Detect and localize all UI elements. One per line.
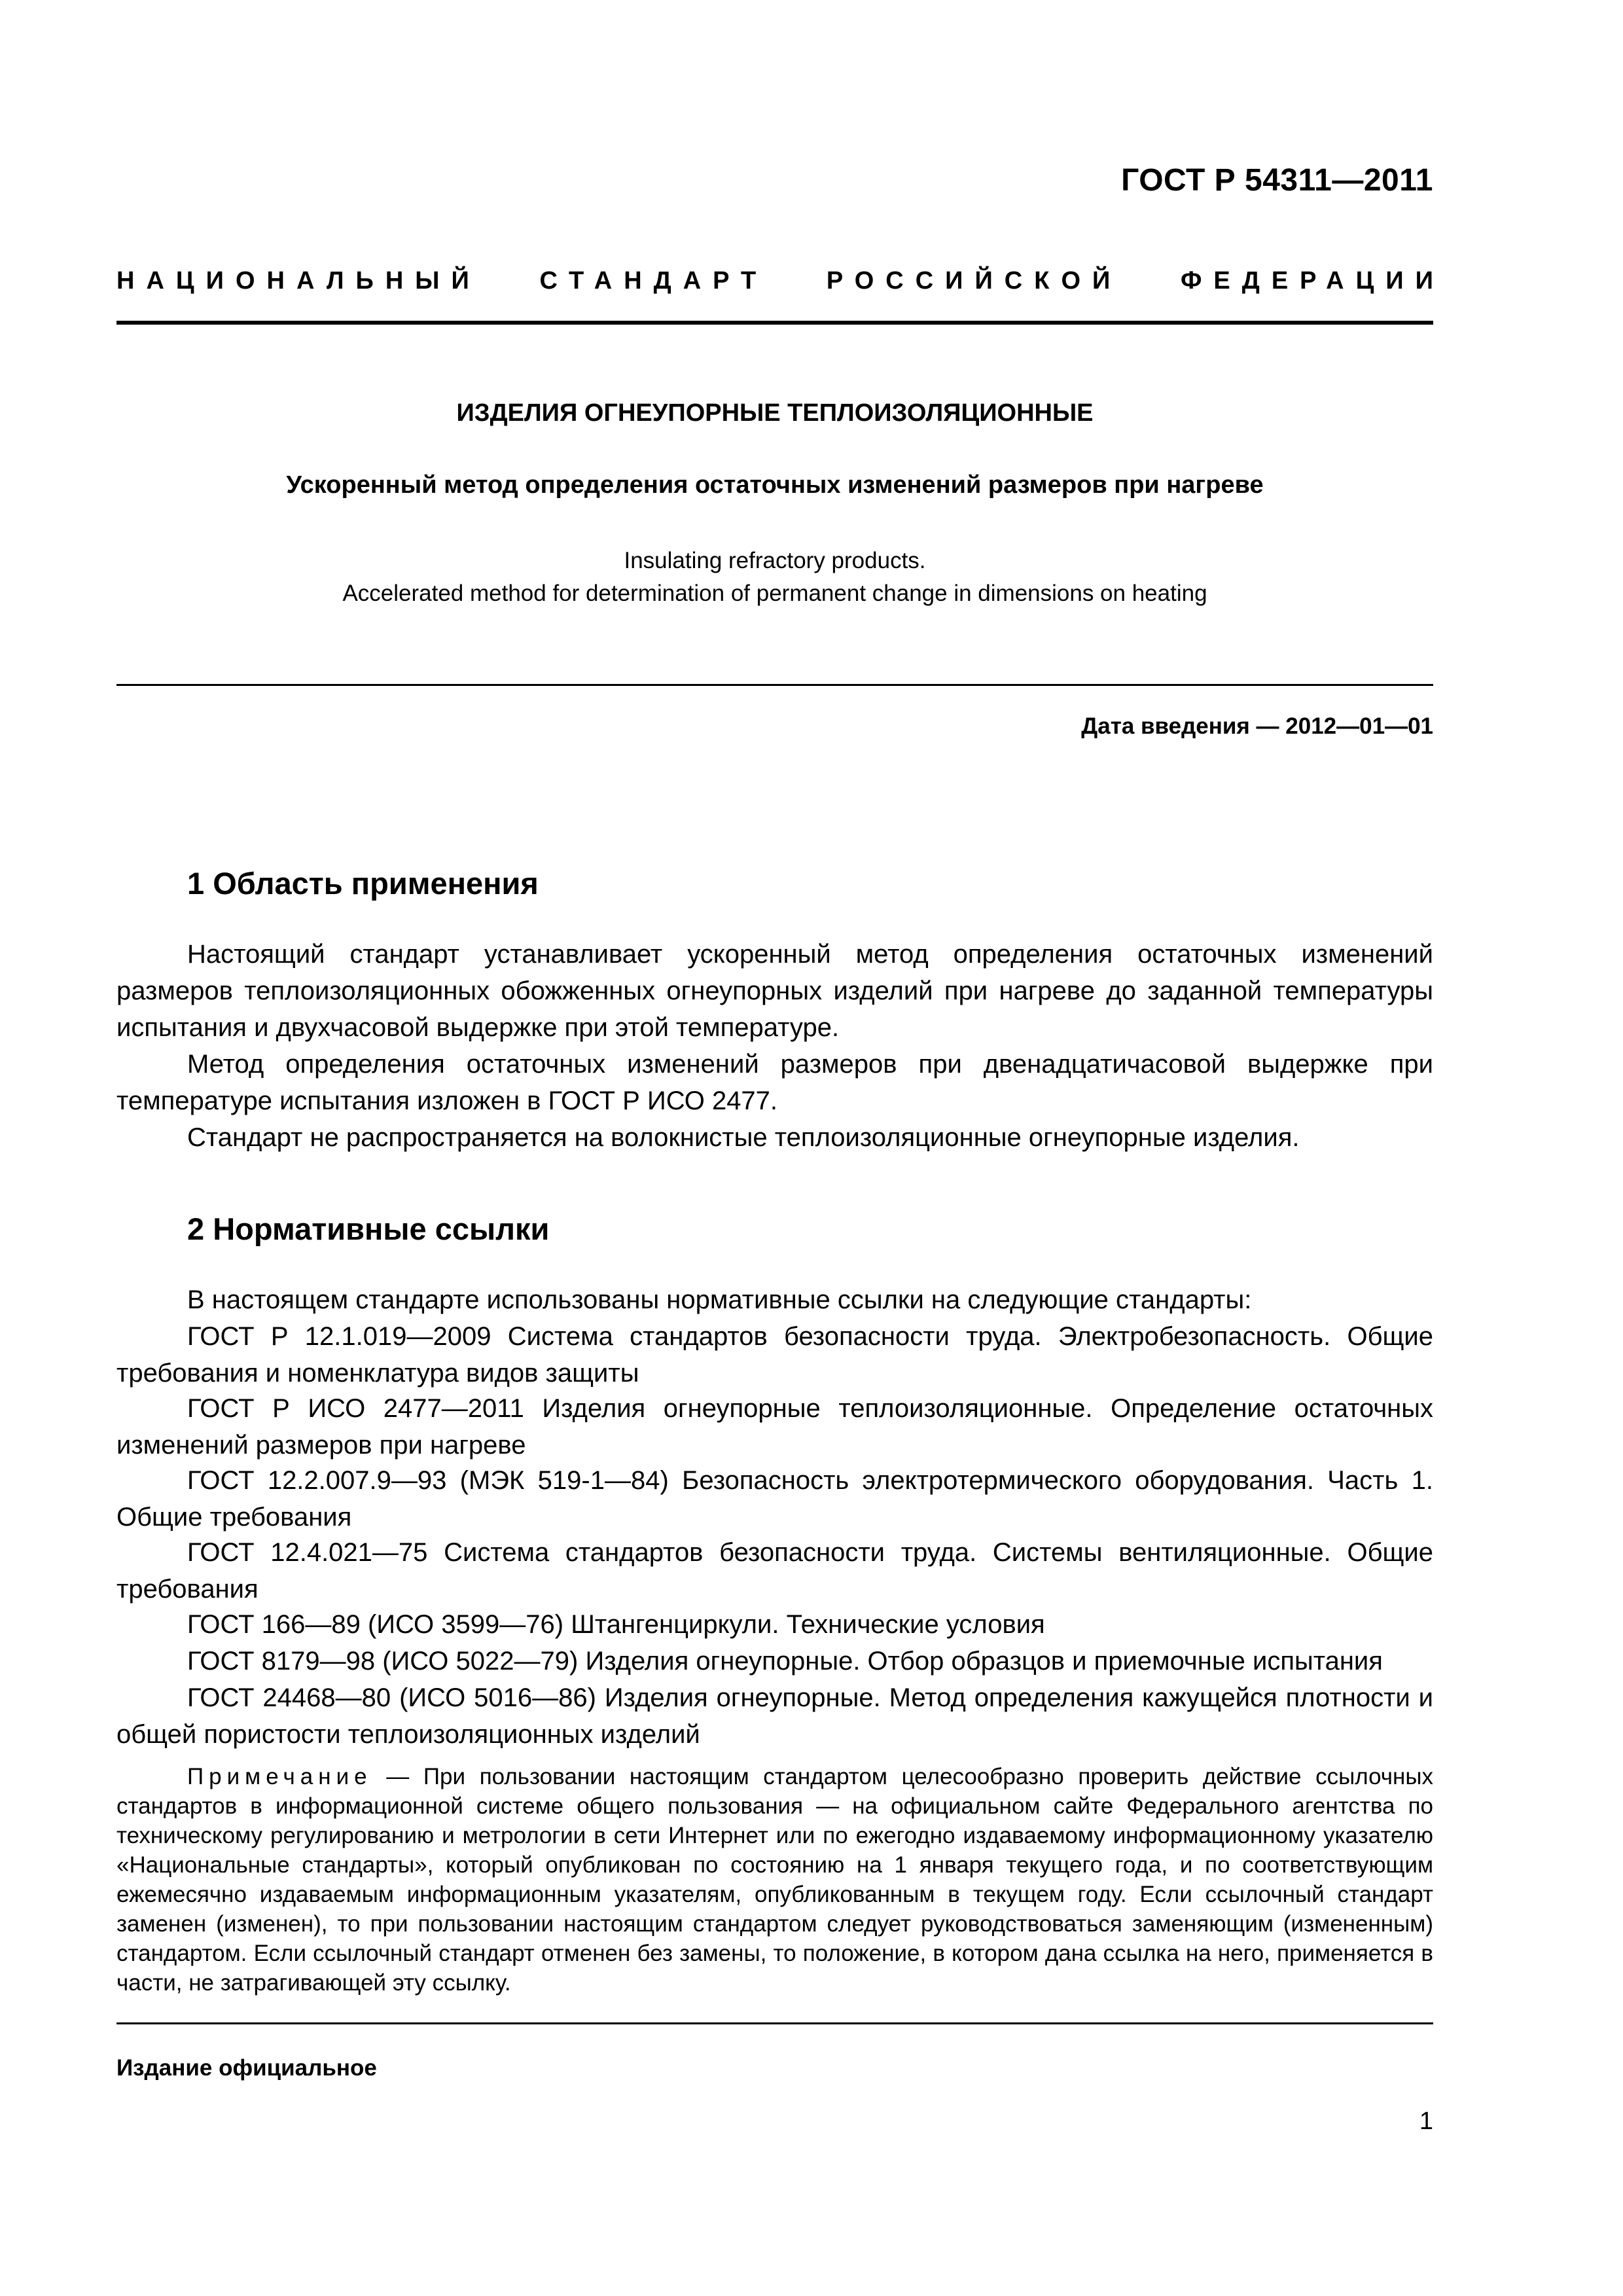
reference-item: ГОСТ Р ИСО 2477—2011 Изделия огнеупорные теплоизоляционные. Определение остаточных изменений размеров при нагреве [116, 1394, 1433, 1460]
banner-word: СТАНДАРТ [539, 267, 768, 295]
english-title-line: Insulating refractory products. [624, 548, 926, 573]
section-heading-scope: 1 Область применения [187, 866, 539, 901]
note-label: Примечание [187, 1764, 372, 1789]
reference-item: ГОСТ Р 12.1.019—2009 Система стандартов безопасности труда. Электробезопасность. Общие требования и номенклатура видов защиты [116, 1322, 1433, 1388]
reference-item: ГОСТ 12.4.021—75 Система стандартов безопасности труда. Системы вентиляционные. Общие требования [116, 1538, 1433, 1604]
reference-item: ГОСТ 8179—98 (ИСО 5022—79) Изделия огнеупорные. Отбор образцов и приемочные испытания [187, 1647, 1383, 1676]
scope-paragraph: Настоящий стандарт устанавливает ускоренный метод определения остаточных изменений размеров теплоизоляционных обожженных огнеупорных изделий при нагреве до заданной температуры испытания и двухчасовой выдержке при этой температуре. [116, 940, 1433, 1042]
document-subtitle: Ускоренный метод определения остаточных изменений размеров при нагреве [286, 471, 1264, 499]
page-number: 1 [1419, 2108, 1433, 2135]
banner-word: НАЦИОНАЛЬНЫЙ [116, 267, 481, 295]
english-title [116, 545, 1433, 610]
title-rule [116, 684, 1433, 686]
document-title: ИЗДЕЛИЯ ОГНЕУПОРНЫЕ ТЕПЛОИЗОЛЯЦИОННЫЕ [456, 399, 1094, 427]
header-rule [116, 321, 1433, 325]
reference-item: ГОСТ 12.2.007.9—93 (МЭК 519-1—84) Безопасность электротермического оборудования. Часть 1. Общие требования [116, 1466, 1433, 1532]
english-title-line: Accelerated method for determination of permanent change in dimensions on heating [342, 581, 1207, 606]
reference-intro: В настоящем стандарте использованы нормативные ссылки на следующие стандарты: [187, 1285, 1252, 1314]
introduction-date: Дата введения — 2012—01—01 [1081, 713, 1433, 739]
footer-rule [116, 2022, 1433, 2024]
national-standard-banner [116, 267, 1445, 295]
banner-word: ФЕДЕРАЦИИ [1180, 267, 1445, 295]
reference-note [116, 1762, 1433, 1998]
note-text: — При пользовании настоящим стандартом целесообразно проверить действие ссылочных стандартов в информационной системе общего пользования — на официальном сайте Федерального агентства по техническому регулированию и метрологии в сети Интернет или по ежегодно издаваемому информационному указателю «Национальные стандарты», который опубликован по состоянию на 1 января текущего года, и по соответствующим ежемесячно издаваемым информационным указателям, опубликованным в текущем году. Если ссылочный стандарт заменен (изменен), то при пользовании настоящим стандартом следует руководствоваться заменяющим (измененным) стандартом. Если ссылочный стандарт отменен без замены, то положение, в котором дана ссылка на него, применяется в части, не затрагивающей эту ссылку. [116, 1764, 1433, 1996]
banner-word: РОССИЙСКОЙ [826, 267, 1122, 295]
scope-paragraph: Стандарт не распространяется на волокнистые теплоизоляционные огнеупорные изделия. [187, 1123, 1300, 1152]
section-heading-references: 2 Нормативные ссылки [187, 1211, 550, 1246]
gost-code: ГОСТ Р 54311—2011 [1121, 163, 1433, 198]
reference-item: ГОСТ 166—89 (ИСО 3599—76) Штангенциркули. Технические условия [187, 1610, 1045, 1639]
reference-item: ГОСТ 24468—80 (ИСО 5016—86) Изделия огнеупорные. Метод определения кажущейся плотности и общей пористости теплоизоляционных изделий [116, 1683, 1433, 1749]
official-edition-label: Издание официальное [116, 2055, 377, 2081]
scope-paragraph: Метод определения остаточных изменений размеров при двенадцатичасовой выдержке при температуре испытания изложен в ГОСТ Р ИСО 2477. [116, 1050, 1433, 1115]
